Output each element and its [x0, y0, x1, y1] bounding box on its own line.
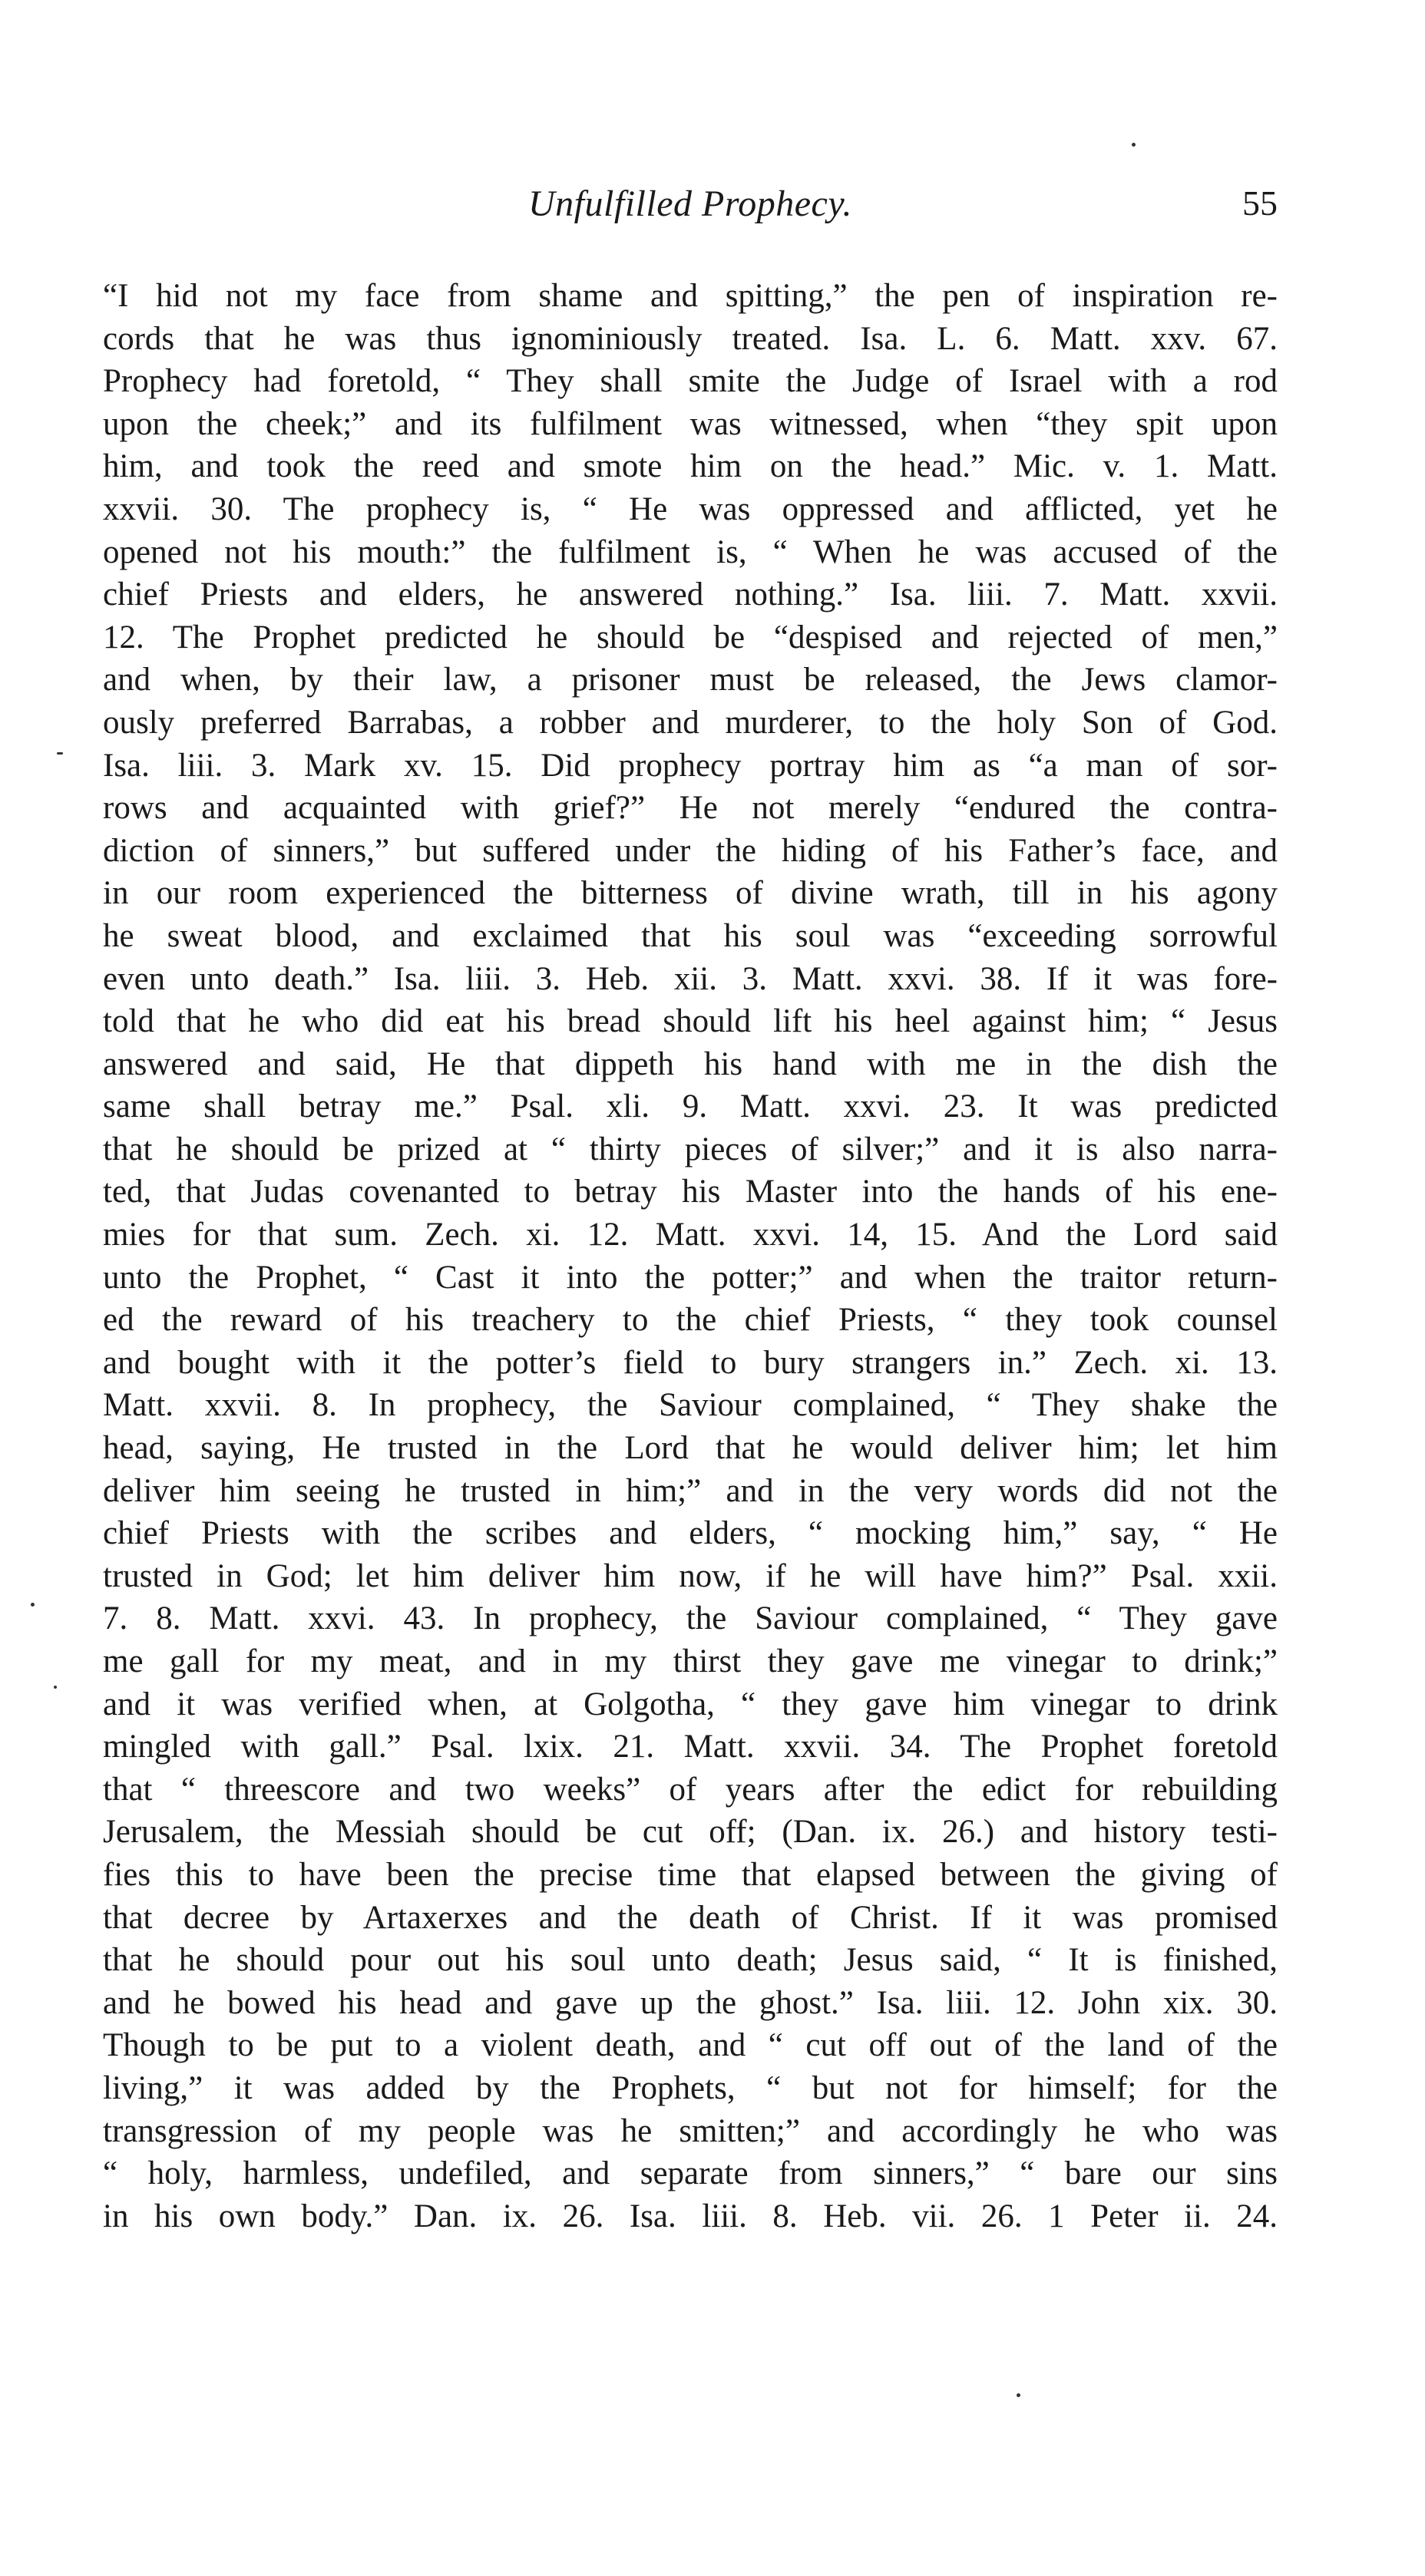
text-line: in his own body.” Dan. ix. 26. Isa. liii. 8. Heb. vii. 26. 1 Peter ii. 24. [103, 2198, 1278, 2234]
text-line: 12. The Prophet predicted he should be “despised and rejected of men,” [103, 619, 1278, 656]
text-line: fies this to have been the precise time that elapsed between the giving of [103, 1856, 1278, 1893]
text-line: upon the cheek;” and its fulfilment was witnessed, when “they spit upon [103, 405, 1278, 442]
text-line: ously preferred Barrabas, a robber and murderer, to the holy Son of God. [103, 704, 1278, 741]
text-line: diction of sinners,” but suffered under the hiding of his Father’s face, and [103, 832, 1278, 869]
text-line: and bought with it the potter’s field to bury strangers in.” Zech. xi. 13. [103, 1344, 1278, 1381]
text-line: answered and said, He that dippeth his hand with me in the dish the [103, 1045, 1278, 1082]
page-number: 55 [1242, 183, 1278, 223]
text-line: Prophecy had foretold, “ They shall smite the Judge of Israel with a rod [103, 363, 1278, 400]
ink-speck [31, 1603, 35, 1607]
ink-speck [1132, 143, 1136, 147]
text-line: that he should be prized at “ thirty pieces of silver;” and it is also narra- [103, 1131, 1278, 1167]
text-line: and it was verified when, at Golgotha, “ they gave him vinegar to drink [103, 1686, 1278, 1722]
text-line: that he should pour out his soul unto death; Jesus said, “ It is finished, [103, 1942, 1278, 1979]
text-line: rows and acquainted with grief?” He not merely “endured the contra- [103, 790, 1278, 827]
text-line: and when, by their law, a prisoner must be released, the Jews clamor- [103, 662, 1278, 698]
text-line: Matt. xxvii. 8. In prophecy, the Saviour complained, “ They shake the [103, 1387, 1278, 1424]
text-line: living,” it was added by the Prophets, “ but not for himself; for the [103, 2069, 1278, 2106]
text-line: transgression of my people was he smitten;” and accordingly he who was [103, 2112, 1278, 2149]
ink-speck [54, 1686, 57, 1689]
text-line: deliver him seeing he trusted in him;” and in the very words did not the [103, 1472, 1278, 1509]
text-line: ted, that Judas covenanted to betray his Master into the hands of his ene- [103, 1174, 1278, 1210]
text-line: trusted in God; let him deliver him now, if he will have him?” Psal. xxii. [103, 1557, 1278, 1594]
text-line: Though to be put to a violent death, and “ cut off out of the land of the [103, 2027, 1278, 2064]
text-line: “I hid not my face from shame and spitting,” the pen of inspiration re- [103, 278, 1278, 314]
text-line: in our room experienced the bitterness of divine wrath, till in his agony [103, 875, 1278, 912]
text-line: cords that he was thus ignominiously treated. Isa. L. 6. Matt. xxv. 67. [103, 320, 1278, 357]
text-line: me gall for my meat, and in my thirst they gave me vinegar to drink;” [103, 1643, 1278, 1679]
text-line: 7. 8. Matt. xxvi. 43. In prophecy, the Saviour complained, “ They gave [103, 1600, 1278, 1637]
text-line: ed the reward of his treachery to the chief Priests, “ they took counsel [103, 1302, 1278, 1339]
text-line: he sweat blood, and exclaimed that his soul was “exceeding sorrowful [103, 917, 1278, 954]
text-line: same shall betray me.” Psal. xli. 9. Matt. xxvi. 23. It was predicted [103, 1088, 1278, 1125]
text-line: mingled with gall.” Psal. lxix. 21. Matt. xxvii. 34. The Prophet foretold [103, 1729, 1278, 1765]
text-line: opened not his mouth:” the fulfilment is, “ When he was accused of the [103, 533, 1278, 570]
text-line: head, saying, He trusted in the Lord that he would deliver him; let him [103, 1430, 1278, 1467]
text-line: that decree by Artaxerxes and the death of Christ. If it was promised [103, 1899, 1278, 1936]
text-line: chief Priests and elders, he answered nothing.” Isa. liii. 7. Matt. xxvii. [103, 576, 1278, 613]
text-line: Isa. liii. 3. Mark xv. 15. Did prophecy portray him as “a man of sor- [103, 747, 1278, 784]
ink-speck [57, 752, 63, 755]
text-line: that “ threescore and two weeks” of years after the edict for rebuilding [103, 1771, 1278, 1808]
text-line: unto the Prophet, “ Cast it into the potter;” and when the traitor return- [103, 1259, 1278, 1296]
body-text [103, 275, 1278, 2237]
running-head [103, 183, 1278, 236]
ink-speck [1017, 2393, 1020, 2397]
text-line: xxvii. 30. The prophecy is, “ He was oppressed and afflicted, yet he [103, 490, 1278, 527]
text-line: told that he who did eat his bread should lift his heel against him; “ Jesus [103, 1003, 1278, 1040]
text-line: mies for that sum. Zech. xi. 12. Matt. xxvi. 14, 15. And the Lord said [103, 1217, 1278, 1253]
text-line: him, and took the reed and smote him on the head.” Mic. v. 1. Matt. [103, 448, 1278, 485]
running-title: Unfulfilled Prophecy. [528, 183, 852, 224]
text-line: Jerusalem, the Messiah should be cut off; (Dan. ix. 26.) and history testi- [103, 1814, 1278, 1851]
text-line: and he bowed his head and gave up the ghost.” Isa. liii. 12. John xix. 30. [103, 1984, 1278, 2021]
text-line: even unto death.” Isa. liii. 3. Heb. xii. 3. Matt. xxvi. 38. If it was fore- [103, 960, 1278, 997]
text-line: “ holy, harmless, undefiled, and separate from sinners,” “ bare our sins [103, 2155, 1278, 2192]
text-line: chief Priests with the scribes and elders, “ mocking him,” say, “ He [103, 1515, 1278, 1552]
